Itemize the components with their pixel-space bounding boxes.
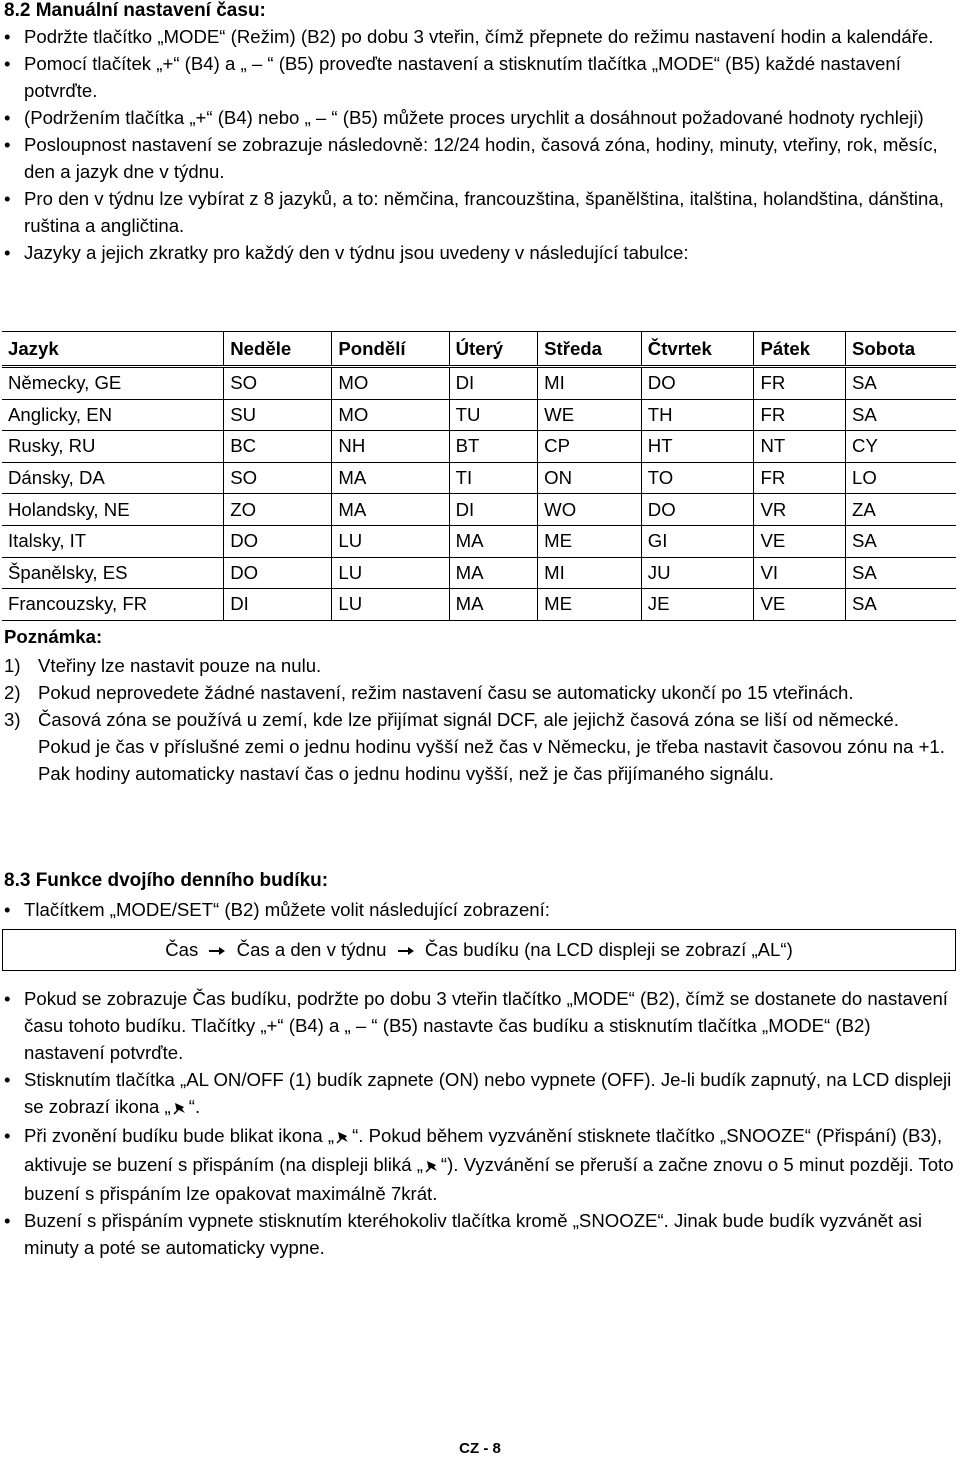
arrow-right-icon: [209, 930, 225, 970]
day-abbreviation-cell: ME: [538, 589, 642, 621]
language-cell: Španělsky, ES: [2, 557, 224, 589]
note-text: Časová zóna se používá u zemí, kde lze přijímat signál DCF, ale jejichž časová zóna se liší od německé. Pokud je čas v příslušné zemi o jednu hodinu vyšší než čas v Německu, je třeba nastavit časovou zónu na +1. Pak hodiny automaticky nastaví čas o jednu hodinu vyšší, než je čas přijímaného signálu.: [38, 709, 945, 784]
day-abbreviation-cell: CP: [538, 431, 642, 463]
day-abbreviation-cell: NH: [332, 431, 449, 463]
day-abbreviation-cell: MO: [332, 367, 449, 400]
day-abbreviation-cell: LU: [332, 525, 449, 557]
day-abbreviation-cell: DO: [641, 367, 754, 400]
table-row: [2, 399, 956, 431]
sequence-step: Čas a den v týdnu: [236, 939, 387, 960]
arrow-right-icon: [398, 930, 414, 970]
bullet-item: • Podržte tlačítko „MODE“ (Režim) (B2) po dobu 3 vteřin, čímž přepnete do režimu nastavení hodin a kalendáře.: [4, 23, 954, 50]
day-abbreviation-cell: BT: [449, 431, 538, 463]
day-abbreviation-cell: BC: [224, 431, 332, 463]
header-cell: Jazyk: [2, 332, 224, 367]
language-cell: Francouzsky, FR: [2, 589, 224, 621]
day-abbreviation-cell: DO: [641, 494, 754, 526]
table-body: [2, 367, 956, 621]
note-text: Pokud neprovedete žádné nastavení, režim nastavení času se automaticky ukončí po 15 vteřinách.: [38, 682, 854, 703]
alarm-bell-icon: [336, 1124, 350, 1151]
day-abbreviation-cell: DI: [224, 589, 332, 621]
day-abbreviation-cell: VE: [754, 589, 846, 621]
day-abbreviation-cell: LO: [846, 462, 956, 494]
day-abbreviation-cell: MO: [332, 399, 449, 431]
day-abbreviation-cell: VE: [754, 525, 846, 557]
bullet-item: • Pro den v týdnu lze vybírat z 8 jazyků, a to: němčina, francouzština, španělština, italština, holandština, dánština, ruština a angličtina.: [4, 185, 954, 239]
language-cell: Anglicky, EN: [2, 399, 224, 431]
day-abbreviation-cell: SU: [224, 399, 332, 431]
bullet-item: • Buzení s přispáním vypnete stisknutím kteréhokoliv tlačítka kromě „SNOOZE“. Jinak bude budík vyzvánět asi minuty a poté se automaticky vypne.: [4, 1207, 954, 1261]
language-cell: Rusky, RU: [2, 431, 224, 463]
language-cell: Dánsky, DA: [2, 462, 224, 494]
day-abbreviation-cell: FR: [754, 462, 846, 494]
note-item: [4, 706, 954, 787]
notes-list: [4, 652, 954, 787]
bullet-text: “. Pokud během vyzvánění stisknete tlačítko „SNOOZE“ (Přispání) (B3), aktivuje se buzení s přispáním (na displeji bliká „: [24, 1125, 943, 1175]
day-abbreviation-cell: DI: [449, 367, 538, 400]
day-abbreviation-cell: TI: [449, 462, 538, 494]
table-row: [2, 525, 956, 557]
header-cell: Pondělí: [332, 332, 449, 367]
day-abbreviation-cell: ON: [538, 462, 642, 494]
table-row: [2, 589, 956, 621]
bullet-item: • Tlačítkem „MODE/SET“ (B2) můžete volit následující zobrazení:: [4, 896, 954, 923]
bullet-text: “). Vyzvánění se přeruší a začne znovu o 5 minut později. Toto buzení s přispáním lze opakovat maximálně 7krát.: [24, 1154, 954, 1204]
table-row: [2, 557, 956, 589]
day-abbreviation-cell: ME: [538, 525, 642, 557]
bullet-item: • (Podržením tlačítka „+“ (B4) nebo „ – “ (B5) můžete proces urychlit a dosáhnout požadované hodnoty rychleji): [4, 104, 954, 131]
day-abbreviation-cell: WO: [538, 494, 642, 526]
bullet-item: [4, 1066, 954, 1122]
language-cell: Holandsky, NE: [2, 494, 224, 526]
language-cell: Německy, GE: [2, 367, 224, 400]
header-cell: Pátek: [754, 332, 846, 367]
sequence-step: Čas: [165, 939, 199, 960]
note-number: 3): [4, 709, 21, 730]
day-abbreviation-cell: MA: [449, 525, 538, 557]
day-abbreviation-cell: JU: [641, 557, 754, 589]
section-8-3-title: 8.3 Funkce dvojího denního budíku:: [4, 870, 329, 891]
note-number: 2): [4, 682, 21, 703]
table-row: [2, 462, 956, 494]
day-abbreviation-cell: MA: [332, 462, 449, 494]
section-8-3-intro: [4, 896, 954, 923]
note-item: [4, 652, 954, 679]
day-abbreviation-cell: SA: [846, 399, 956, 431]
day-abbreviation-cell: VR: [754, 494, 846, 526]
day-abbreviation-cell: FR: [754, 367, 846, 400]
header-cell: Čtvrtek: [641, 332, 754, 367]
day-abbreviation-cell: TU: [449, 399, 538, 431]
header-cell: Středa: [538, 332, 642, 367]
day-abbreviation-cell: MI: [538, 367, 642, 400]
bullet-text: Při zvonění budíku bude blikat ikona „: [24, 1125, 335, 1146]
day-abbreviation-cell: SO: [224, 367, 332, 400]
day-abbreviation-cell: MA: [449, 557, 538, 589]
header-cell: Sobota: [846, 332, 956, 367]
day-abbreviation-cell: JE: [641, 589, 754, 621]
table-row: [2, 367, 956, 400]
day-abbreviation-cell: MA: [449, 589, 538, 621]
note-number: 1): [4, 655, 21, 676]
day-abbreviation-cell: MA: [332, 494, 449, 526]
bullet-item: • Pokud se zobrazuje Čas budíku, podržte po dobu 3 vteřin tlačítko „MODE“ (B2), čímž se dostanete do nastavení času tohoto budíku. Tlačítky „+“ (B4) a „ – “ (B5) nastavte čas budíku a stisknutím tlačítka „MODE“ (B2) nastavení potvrďte.: [4, 985, 954, 1066]
notes-title: Poznámka:: [4, 626, 103, 647]
page-footer: CZ - 8: [459, 1440, 501, 1457]
note-item: [4, 679, 954, 706]
day-abbreviation-cell: ZO: [224, 494, 332, 526]
day-abbreviation-cell: DO: [224, 525, 332, 557]
day-abbreviation-cell: TH: [641, 399, 754, 431]
bullet-item: [4, 1122, 954, 1207]
day-abbreviation-cell: TO: [641, 462, 754, 494]
bullet-text: Stisknutím tlačítka „AL ON/OFF (1) budík zapnete (ON) nebo vypnete (OFF). Je-li budík zapnutý, na LCD displeji se zobrazí ikona „: [24, 1069, 952, 1117]
day-abbreviation-cell: HT: [641, 431, 754, 463]
header-cell: Úterý: [449, 332, 538, 367]
sequence-step: Čas budíku (na LCD displeji se zobrazí „AL“): [424, 939, 793, 960]
display-sequence-box: [2, 929, 956, 971]
section-8-2-title: 8.2 Manuální nastavení času:: [4, 0, 266, 21]
day-abbreviation-cell: SA: [846, 367, 956, 400]
table-row: [2, 431, 956, 463]
day-abbreviation-cell: LU: [332, 557, 449, 589]
alarm-bell-icon: [425, 1153, 439, 1180]
bullet-item: • Posloupnost nastavení se zobrazuje následovně: 12/24 hodin, časová zóna, hodiny, minuty, vteřiny, rok, měsíc, den a jazyk dne v týdnu.: [4, 131, 954, 185]
day-abbreviation-cell: WE: [538, 399, 642, 431]
note-text: Vteřiny lze nastavit pouze na nulu.: [38, 655, 322, 676]
table-header-row: [2, 332, 956, 367]
bullet-item: • Jazyky a jejich zkratky pro každý den v týdnu jsou uvedeny v následující tabulce:: [4, 239, 954, 266]
alarm-bell-icon: [173, 1095, 187, 1122]
day-abbreviation-cell: SA: [846, 557, 956, 589]
language-cell: Italsky, IT: [2, 525, 224, 557]
day-abbreviation-cell: SA: [846, 589, 956, 621]
day-abbreviation-cell: MI: [538, 557, 642, 589]
bullet-text: “.: [188, 1096, 201, 1117]
day-abbreviation-cell: VI: [754, 557, 846, 589]
bullet-item: • Pomocí tlačítek „+“ (B4) a „ – “ (B5) proveďte nastavení a stisknutím tlačítka „MODE“ (B5) každé nastavení potvrďte.: [4, 50, 954, 104]
day-abbreviation-cell: ZA: [846, 494, 956, 526]
day-abbreviation-cell: DI: [449, 494, 538, 526]
day-abbreviation-cell: SO: [224, 462, 332, 494]
table-row: [2, 494, 956, 526]
day-abbreviation-cell: LU: [332, 589, 449, 621]
section-8-3-bullets: [4, 985, 954, 1261]
day-abbreviation-cell: DO: [224, 557, 332, 589]
day-abbreviation-cell: SA: [846, 525, 956, 557]
day-abbreviation-cell: FR: [754, 399, 846, 431]
day-abbreviation-cell: NT: [754, 431, 846, 463]
section-8-2-bullets: [4, 23, 954, 266]
header-cell: Neděle: [224, 332, 332, 367]
day-abbreviation-cell: CY: [846, 431, 956, 463]
day-abbreviation-cell: GI: [641, 525, 754, 557]
weekday-language-table: [2, 331, 956, 621]
